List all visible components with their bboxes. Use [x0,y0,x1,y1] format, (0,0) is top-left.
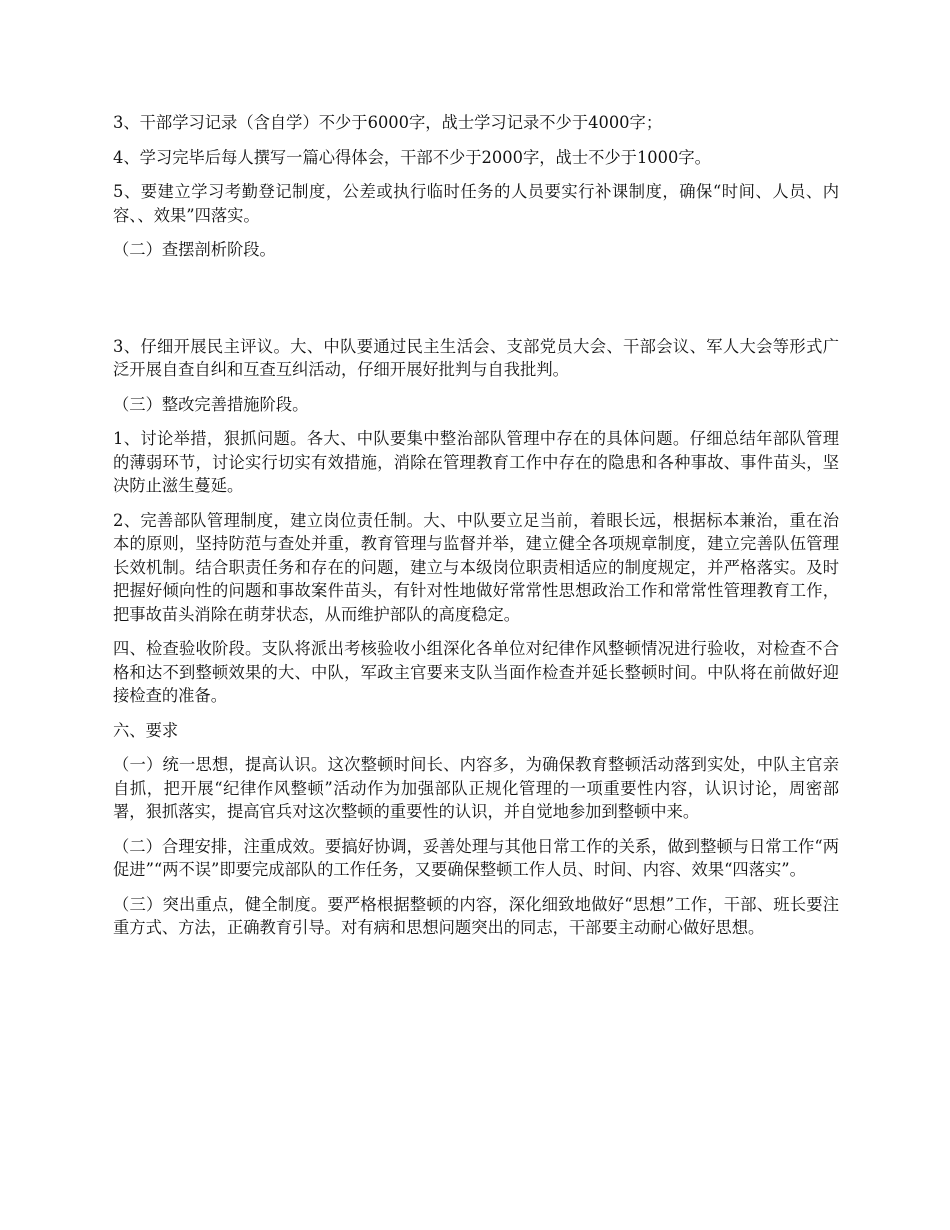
paragraph-democratic-evaluation: 3、仔细开展民主评议。大、中队要通过民主生活会、支部党员大会、干部会议、军人大会等形式广泛开展自查自纠和互查互纠活动，仔细开展好批判与自我批判。 [113,336,839,379]
paragraph-reasonable-arrangement: （二）合理安排，注重成效。要搞好协调，妥善处理与其他日常工作的关系，做到整顿与日常工作“两促进”“两不误”即要完成部队的工作任务，又要确保整顿工作人员、时间、内容、效果“四落实”。 [113,836,839,879]
document-body [113,111,839,951]
paragraph-management-system: 2、完善部队管理制度，建立岗位责任制。大、中队要立足当前，着眼长远，根据标本兼治，重在治本的原则，坚持防范与查处并重，教育管理与监督并举，建立健全各项规章制度，建立完善队伍管理长效机制。结合职责任务和存在的问题，建立与本级岗位职责相适应的制度规定，并严格落实。及时把握好倾向性的问题和事故案件苗头，有针对性地做好常常性思想政治工作和常常性管理教育工作，把事故苗头消除在萌芽状态，从而维护部队的高度稳定。 [113,510,839,624]
paragraph-attendance-system: 5、要建立学习考勤登记制度，公差或执行临时任务的人员要实行补课制度，确保“时间、人员、内容、、效果”四落实。 [113,182,839,225]
paragraph-highlight-key-points: （三）突出重点，健全制度。要严格根据整顿的内容，深化细致地做好“思想”工作，干部、班长要注重方式、方法，正确教育引导。对有病和思想问题突出的同志，干部要主动耐心做好思想。 [113,894,839,937]
section-heading-review-stage: （二）查摆剖析阶段。 [113,240,276,259]
section-heading-rectification-stage: （三）整改完善措施阶段。 [113,394,309,414]
paragraph-research-measures: 1、讨论举措，狠抓问题。各大、中队要集中整治部队管理中存在的具体问题。仔细总结年部队管理的薄弱环节，讨论实行切实有效措施，消除在管理教育工作中存在的隐患和各种事故、事件苗头，坚决防止滋生蔓延。 [113,429,839,495]
paragraph-inspection-stage: 四、检查验收阶段。支队将派出考核验收小组深化各单位对纪律作风整顿情况进行验收，对检查不合格和达不到整顿效果的大、中队，军政主官要来支队当面作检查并延长整顿时间。中队将在前做好迎接检查的准备。 [113,639,839,705]
paragraph-experience-essay: 4、学习完毕后每人撰写一篇心得体会，干部不少于2000字，战士不少于1000字。 [113,147,711,167]
blank-space [113,273,839,335]
section-heading-requirements: 六、要求 [113,720,179,740]
paragraph-study-record: 3、干部学习记录（含自学）不少于6000字，战士学习记录不少于4000字； [113,113,663,132]
paragraph-unify-thinking: （一）统一思想，提高认识。这次整顿时间长、内容多，为确保教育整顿活动落到实处，中队主官亲自抓，把开展“纪律作风整顿”活动作为加强部队正规化管理的一项重要性内容，认识讨论，周密部署，狠抓落实，提高官兵对这次整顿的重要性的认识，并自觉地参加到整顿中来。 [113,755,839,821]
